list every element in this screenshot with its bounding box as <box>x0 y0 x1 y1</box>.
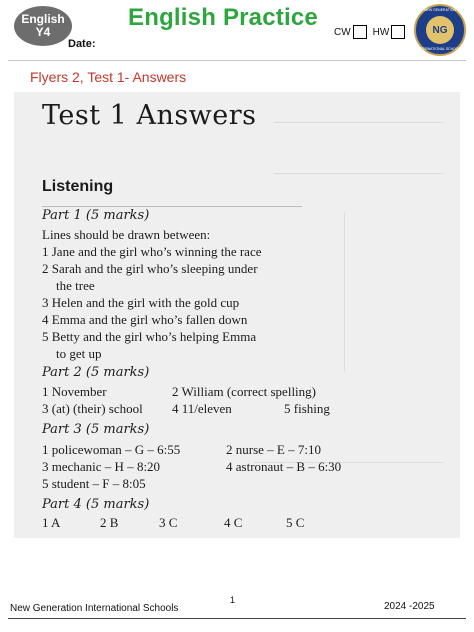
part3-answer: 1 policewoman – G – 6:55 <box>42 442 181 457</box>
page-number: 1 <box>230 595 236 605</box>
hw-checkbox[interactable] <box>391 25 405 39</box>
answers-title: Test 1 Answers <box>42 100 257 131</box>
part3-heading: Part 3 (5 marks) <box>42 422 150 437</box>
show-through-bleed <box>344 212 445 372</box>
part2-answer: 1 November <box>42 384 107 399</box>
school-logo <box>414 4 466 56</box>
badge-subject: English <box>21 12 65 26</box>
page-title: English Practice <box>128 4 318 31</box>
logo-mark: NG <box>426 16 454 44</box>
part3-answer: 2 nurse – E – 7:10 <box>226 442 321 457</box>
part1-heading: Part 1 (5 marks) <box>42 208 150 223</box>
part3-answer: 5 student – F – 8:05 <box>42 476 146 491</box>
part2-heading: Part 2 (5 marks) <box>42 365 150 380</box>
show-through-bleed <box>274 122 444 174</box>
part2-answer: 5 fishing <box>284 401 330 416</box>
date-label: Date: <box>68 38 96 50</box>
part1-line: 4 Emma and the girl who’s fallen down <box>42 312 248 327</box>
header-divider <box>8 60 466 61</box>
part3-answer: 4 astronaut – B – 6:30 <box>226 459 342 474</box>
part4-answer: 4 C <box>224 515 243 530</box>
class-badge <box>14 6 72 46</box>
part2-answer: 3 (at) (their) school <box>42 401 143 416</box>
section-listening: Listening <box>42 178 114 195</box>
part1-line: 2 Sarah and the girl who’s sleeping under <box>42 261 258 276</box>
part1-line: the tree <box>56 278 95 293</box>
logo-ring-bottom: INTERNATIONAL SCHOOLS <box>417 47 463 51</box>
answer-key-scan <box>14 92 460 538</box>
part3-answer: 3 mechanic – H – 8:20 <box>42 459 161 474</box>
part2-answer: 2 William (correct spelling) <box>172 384 316 399</box>
section-rule <box>42 206 302 207</box>
cw-hw-checkboxes <box>334 25 411 39</box>
part1-line: to get up <box>56 346 102 361</box>
part4-heading: Part 4 (5 marks) <box>42 497 150 512</box>
part4-answer: 2 B <box>100 515 119 530</box>
footer-year: 2024 -2025 <box>384 601 435 612</box>
page-subtitle: Flyers 2, Test 1- Answers <box>30 69 187 85</box>
logo-ring-top: NEW GENERATION <box>423 8 457 12</box>
part4-answer: 5 C <box>286 515 305 530</box>
part1-line: 1 Jane and the girl who’s winning the race <box>42 244 262 259</box>
badge-year: Y4 <box>35 25 51 39</box>
footer-rule <box>8 618 466 619</box>
cw-checkbox[interactable] <box>353 25 367 39</box>
part1-line: 5 Betty and the girl who’s helping Emma <box>42 329 257 344</box>
cw-label: CW <box>334 26 351 38</box>
hw-label: HW <box>372 26 390 38</box>
footer-school: New Generation International Schools <box>10 603 179 614</box>
part2-answer: 4 11/eleven <box>172 401 232 416</box>
part4-answer: 1 A <box>42 515 61 530</box>
part1-intro: Lines should be drawn between: <box>42 227 211 242</box>
part4-answer: 3 C <box>159 515 178 530</box>
part1-line: 3 Helen and the girl with the gold cup <box>42 295 240 310</box>
